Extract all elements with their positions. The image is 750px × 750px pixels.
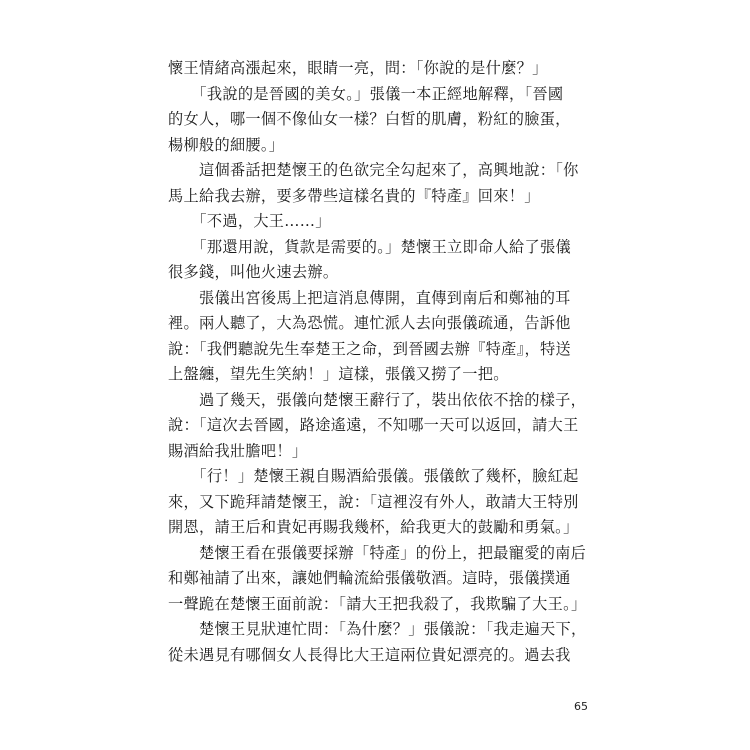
text-line: 楊柳般的細腰。」	[168, 135, 285, 154]
text-line: 「我說的是晉國的美女。」張儀一本正經地解釋，「晉國	[168, 84, 564, 103]
text-line: 懷王情緒高漲起來，眼睛一亮，問：「你說的是什麼？」	[168, 59, 548, 77]
text-line: 說：「我們聽說先生奉楚王之命，到晉國去辦『特產』，特送	[168, 339, 571, 358]
body-text	[168, 56, 586, 668]
text-line: 從未遇見有哪個女人長得比大王這兩位貴妃漂亮的。過去我	[168, 645, 571, 664]
text-line: 過了幾天，張儀向楚懷王辭行了，裝出依依不捨的樣子，	[168, 390, 587, 409]
text-line: 一聲跪在楚懷王面前說：「請大王把我殺了，我欺騙了大王。」	[168, 594, 587, 613]
text-line: 來，又下跪拜請楚懷王，說：「這裡沒有外人，敢請大王特別	[168, 492, 579, 511]
text-line: 張儀出宮後馬上把這消息傳開，直傳到南后和鄭袖的耳	[168, 288, 571, 307]
text-line: 說：「這次去晉國，路途遙遠，不知哪一天可以返回，請大王	[168, 416, 579, 434]
text-line: 「不過，大王……」	[168, 212, 331, 230]
text-line: 和鄭袖請了出來，讓她們輪流給張儀敬酒。這時，張儀撲通	[168, 569, 571, 587]
text-line: 的女人，哪一個不像仙女一樣？白皙的肌膚，粉紅的臉蛋，	[168, 110, 571, 128]
text-line: 很多錢，叫他火速去辦。	[168, 263, 339, 281]
text-line: 馬上給我去辦，要多帶些這樣名貴的『特產』回來！」	[168, 186, 540, 205]
text-line: 楚懷王見狀連忙問：「為什麼？」張儀說：「我走遍天下，	[168, 620, 587, 638]
text-line: 楚懷王看在張儀要採辦「特產」的份上，把最寵愛的南后	[168, 543, 587, 562]
text-line: 賜酒給我壯膽吧！」	[168, 441, 308, 460]
page-number: 65	[574, 700, 588, 713]
text-line: 「那還用說，貨款是需要的。」楚懷王立即命人給了張儀	[168, 237, 571, 256]
text-line: 開恩，請王后和貴妃再賜我幾杯，給我更大的鼓勵和勇氣。」	[168, 518, 579, 536]
text-line: 這個番話把楚懷王的色欲完全勾起來了，高興地說：「你	[168, 161, 579, 179]
text-line: 「行！」楚懷王親自賜酒給張儀。張儀飲了幾杯，臉紅起	[168, 467, 579, 485]
text-line: 上盤纏，望先生笑納！」這樣，張儀又撈了一把。	[168, 365, 509, 383]
text-line: 裡。兩人聽了，大為恐慌。連忙派人去向張儀疏通，告訴他	[168, 314, 571, 332]
